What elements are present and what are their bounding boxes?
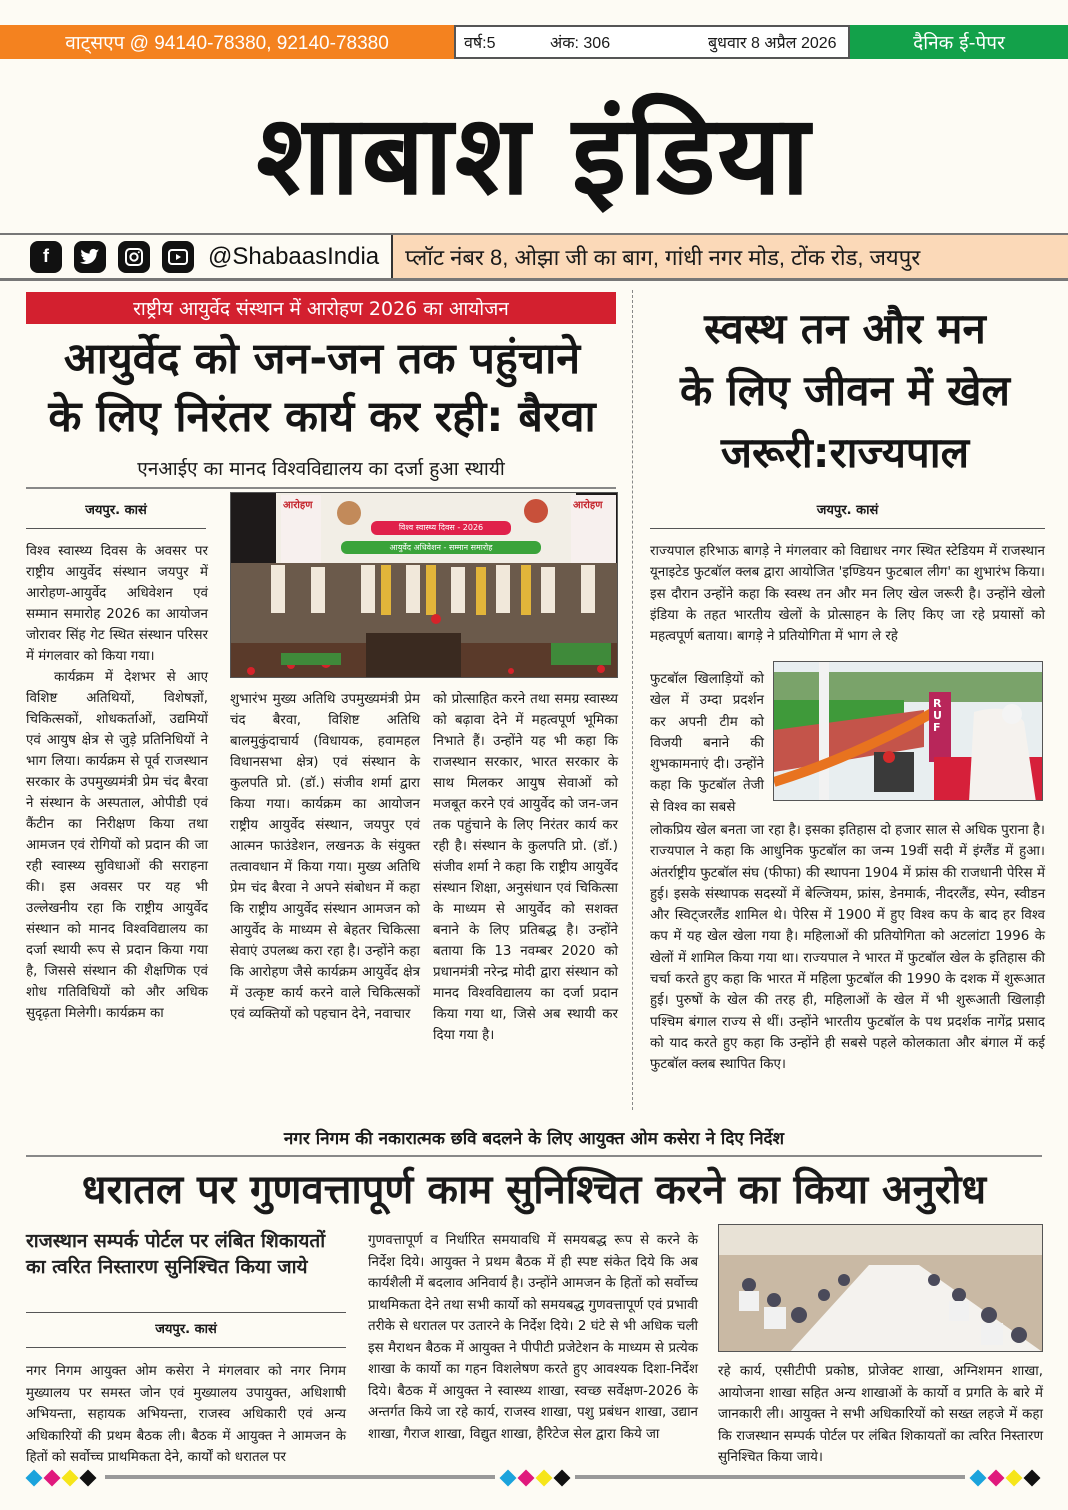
cyan-mark-icon: [500, 1470, 517, 1487]
registration-marks-center: [502, 1472, 574, 1484]
issue-info: [454, 25, 850, 59]
story1-kicker: राष्ट्रीय आयुर्वेद संस्थान में आरोहण 2026 का आयोजन: [26, 292, 616, 324]
meeting-image: [719, 1225, 1043, 1352]
story3-column-3: रहे कार्य, एसीटीपी प्रकोष्ठ, प्रोजेक्ट शाखा, अग्निशमन शाखा, आयोजना शाखा सहित अन्य शाखाओं के कार्यो व प्रगति के बारे में जानकारी ली। आयुक्त ने सभी अधिकारियों को सख्त लहजे में कहा कि राजस्थान सम्पर्क पोर्टल पर लंबित शिकायतों का त्वरित निस्तारण सुनिश्चित किया जाये।: [718, 1364, 1043, 1465]
photo-banner-text: RUF: [933, 697, 942, 734]
story2-headline-line2: के लिए जीवन में खेल: [680, 366, 1010, 415]
whatsapp-contact: वाट्सएप @ 94140-78380, 92140-78380: [0, 25, 454, 59]
divider: [26, 1347, 346, 1348]
photo-banner-right: आरोहण: [573, 500, 603, 511]
photo-title: विश्व स्वास्थ्य दिवस - 2026: [398, 523, 484, 532]
twitter-icon[interactable]: [74, 241, 106, 273]
strip-line: [575, 1475, 965, 1479]
story2-byline: जयपुर. कासं: [816, 503, 879, 518]
cyan-mark-icon: [970, 1470, 987, 1487]
newspaper-masthead: शाबाश इंडिया: [256, 91, 812, 219]
story2-top-text: राज्यपाल हरिभाऊ बागड़े ने मंगलवार को विद्याधर नगर स्थित स्टेडियम में राजस्थान यूनाइटेड फुटबॉल क्लब द्वारा आयोजित 'इण्डियन फुटबाल लीग' का शुभारंभ किया। इस दौरान उन्होंने कहा कि स्वस्थ तन और मन लिए खेल जरूरी है। उन्होंने खेलो इंडिया के तहत भारतीय खेलों के प्रोत्साहन के लिए किए जा रहे प्रयासों को महत्वपूर्ण बताया। बागड़े ने प्रतियोगिता में भाग ले रहे: [650, 544, 1045, 645]
story1-photo: [230, 492, 618, 678]
stadium-image: [774, 662, 1043, 801]
story2-headline: [640, 298, 1050, 484]
magenta-mark-icon: [988, 1470, 1005, 1487]
story1-col1-para1: विश्व स्वास्थ्य दिवस के अवसर पर राष्ट्रीय आयुर्वेद संस्थान जयपुर में आरोहण-आयुर्वेद अधिवेशन एवं सम्मान समारोह 2026 का आयोजन जोरावर सिंह गेट स्थित संस्थान परिसर में मंगलवार को किया गया।: [26, 544, 208, 664]
black-mark-icon: [554, 1470, 571, 1487]
yellow-mark-icon: [1006, 1470, 1023, 1487]
youtube-icon[interactable]: [162, 241, 194, 273]
registration-marks-right: [972, 1472, 1044, 1484]
facebook-icon[interactable]: f: [30, 241, 62, 273]
story3-kicker: नगर निगम की नकारात्मक छवि बदलने के लिए आयुक्त ओम कसेरा ने दिए निर्देश: [283, 1129, 785, 1149]
story1-column-3: को प्रोत्साहित करने तथा समग्र स्वास्थ्य को बढ़ावा देने में महत्वपूर्ण भूमिका निभाते हैं। उन्होंने यह भी कहा कि राजस्थान सरकार, भारत सरकार के साथ मिलकर आयुष सेवाओं को मजबूत करने एवं आयुर्वेद को जन-जन तक पहुंचाने के लिए निरंतर कार्य कर रही है। संस्थान के कुलपति प्रो. (डॉ.) संजीव शर्मा ने कहा कि राष्ट्रीय आयुर्वेद संस्थान शिक्षा, अनुसंधान एवं चिकित्सा के माध्यम से आयुर्वेद को सशक्त बनाने के लिए प्रतिबद्ध है। उन्होंने बताया कि 13 नवम्बर 2020 को प्रधानमंत्री नरेन्द्र मोदी द्वारा संस्थान को मानद विश्वविद्यालय का दर्जा प्रदान किया गया था, जिसे अब स्थायी कर दिया गया है।: [433, 692, 618, 1043]
divider: [26, 1312, 346, 1313]
story2-headline-line3: जरूरी:राज्यपाल: [720, 428, 970, 477]
social-bar: [0, 233, 1068, 281]
story1-column-1: [26, 541, 208, 1024]
yellow-mark-icon: [62, 1470, 79, 1487]
story1-headline: [22, 330, 622, 446]
story3-headline: धरातल पर गुणवत्तापूर्ण काम सुनिश्चित करने का किया अनुरोध: [81, 1167, 987, 1213]
strip-line: [105, 1475, 495, 1479]
magenta-mark-icon: [518, 1470, 535, 1487]
story2-headline-line1: स्वस्थ तन और मन: [704, 304, 986, 353]
office-address: प्लॉट नंबर 8, ओझा जी का बाग, गांधी नगर मोड, टोंक रोड, जयपुर: [391, 235, 1068, 278]
photo-banner-left: आरोहण: [283, 500, 313, 511]
story3-subhead: राजस्थान सम्पर्क पोर्टल पर लंबित शिकायतों का त्वरित निस्तारण सुनिश्चित किया जाये: [26, 1230, 326, 1278]
story1-headline-line1: आयुर्वेद को जन-जन तक पहुंचाने: [63, 334, 581, 384]
column-divider: [632, 290, 633, 1110]
magenta-mark-icon: [44, 1470, 61, 1487]
ceremony-image: [231, 493, 618, 678]
story1-headline-line2: के लिए निरंतर कार्य कर रही: बैरवा: [48, 392, 596, 442]
year-label: वर्ष:5: [464, 35, 496, 52]
story2-bottom-text: लोकप्रिय खेल बनता जा रहा है। इसका इतिहास दो हजार साल से अधिक पुराना है। राज्यपाल ने कहा कि आधुनिक फुटबॉल का जन्म 19वीं सदी में इंग्लैंड में हुआ। अंतर्राष्ट्रीय फुटबॉल संघ (फीफा) की स्थापना 1904 में फ्रांस की राजधानी पेरिस में हुई। इसके संस्थापक सदस्यों में बेल्जियम, फ्रांस, डेनमार्क, नीदरलैंड, स्पेन, स्वीडन और स्विट्जरलैंड शामिल थे। पेरिस में 1900 में हुए विश्व कप के बाद हर विश्व कप में यह खेल खेला गया है। महिलाओं की प्रतियोगिता को अटलांटा 1996 के खेलों में शामिल किया गया था। राज्यपाल ने भारत में फुटबॉल खेल के इतिहास की चर्चा करते हुए कहा कि भारत में महिला फुटबॉल की 1990 के दशक में शुरूआत हुई। पुरुषों के खेल की तरह ही, महिलाओं के खेल में भी शुरूआती खिलाड़ी पश्चिम बंगाल राज्य से थीं। उन्होंने भारतीय फुटबॉल के पथ प्रदर्शक नागेंद्र प्रसाद को याद करते हुए कहा कि उन्होंने ही सबसे पहले कोलकाता और बंगाल में कई फुटबॉल क्लब स्थापित किए।: [650, 823, 1045, 1073]
black-mark-icon: [80, 1470, 97, 1487]
story3-column-2: गुणवत्तापूर्ण व निर्धारित समयावधि में समयबद्ध रूप से करने के निर्देश दिये। आयुक्त ने प्रथम बैठक में ही स्पष्ट संकेत दिये कि अब कार्यशैली में बदलाव अनिवार्य है। उन्होंने आमजन के हितों को सर्वोच्च प्राथमिकता देने तथा सभी कार्यो को समयबद्ध गुणवत्तापूर्ण एवं प्रभावी तरीके से धरातल पर उतारने के निर्देश दिये। 2 घंटे से भी अधिक चली इस मैराथन बैठक में आयुक्त ने पीपीटी प्रजेटेशन के माध्यम से प्रत्येक शाखा के कार्यो का गहन विशलेषण करते हुए आवश्यक दिशा-निर्देश दिये। बैठक में आयुक्त ने स्वास्थ्य शाखा, स्वच्छ सर्वेक्षण-2026 के अन्तर्गत किये जा रहे कार्य, राजस्व शाखा, पशु प्रबंधन शाखा, उद्यान शाखा, गैराज शाखा, विद्युत शाखा, हैरिटेज सेल द्वारा किये जा: [368, 1233, 698, 1442]
story3-byline: जयपुर. कासं: [155, 1322, 217, 1337]
instagram-icon[interactable]: [118, 241, 150, 273]
registration-marks-left: [28, 1472, 100, 1484]
story3-photo: [718, 1224, 1043, 1352]
cyan-mark-icon: [26, 1470, 43, 1487]
yellow-mark-icon: [536, 1470, 553, 1487]
divider: [26, 528, 206, 529]
top-bar: [0, 25, 1068, 59]
print-registration-strip: [0, 1470, 1068, 1484]
story1-subhead: एनआईए का मानद विश्वविद्यालय का दर्जा हुआ स्थायी: [26, 455, 616, 489]
story1-column-2: शुभारंभ मुख्य अतिथि उपमुख्यमंत्री प्रेम चंद बैरवा, विशिष्ट अतिथि बालमुकुंदाचार्य (विधायक, हवामहल विधानसभा क्षेत्र) एवं संस्थान के कुलपति प्रो. (डॉ.) संजीव शर्मा द्वारा किया गया। कार्यक्रम का आयोजन राष्ट्रीय आयुर्वेद संस्थान, जयपुर एवं आत्मन फाउंडेशन, लखनऊ के संयुक्त तत्वावधान में किया गया। मुख्य अतिथि प्रेम चंद बैरवा ने अपने संबोधन में कहा कि राष्ट्रीय आयुर्वेद संस्थान आमजन को आयुर्वेद के माध्यम से बेहतर चिकित्सा सेवाएं उपलब्ध करा रहा है। उन्होंने कहा कि आरोहण जैसे कार्यक्रम आयुर्वेद क्षेत्र में उत्कृष्ट कार्य करने वाले चिकित्सकों एवं व्यक्तियों को पहचान देने, नवाचार: [230, 692, 420, 1022]
divider: [26, 1155, 1042, 1157]
story1-col1-para2: कार्यक्रम में देशभर से आए विशिष्ट अतिथियों, विशेषज्ञों, चिकित्सकों, शोधकर्ताओं, उद्यमियों एवं आयुष क्षेत्र से जुड़े प्रतिनिधियों ने भाग लिया। कार्यक्रम से पूर्व राजस्थान सरकार के उपमुख्यमंत्री प्रेम चंद बैरवा ने संस्थान के अस्पताल, ओपीडी एवं कैंटीन का निरीक्षण किया तथा आमजन एवं रोगियों को प्रदान की जा रही स्वास्थ्य सुविधाओं की सराहना की। इस अवसर पर यह भी उल्लेखनीय रहा कि राष्ट्रीय आयुर्वेद संस्थान को मानद विश्वविद्यालय का दर्जा स्थायी रूप से प्रदान किया गया है, जिससे संस्थान की शैक्षणिक एवं शोध गतिविधियों को और अधिक सुदृढ़ता मिलेगी। कार्यक्रम का: [26, 670, 208, 1021]
story3-column-1: नगर निगम आयुक्त ओम कसेरा ने मंगलवार को नगर निगम मुख्यालय पर समस्त जोन एवं मुख्यालय उपायुक्त, अधिशाषी अभियन्ता, सहायक अभियन्ता, राजस्व अधिकारी एवं अन्य अधिकारियों की प्रथम बैठक ली। बैठक में आयुक्त ने आमजन के हितों को सर्वोच्च प्राथमिकता देने, कार्यों को धरातल पर: [26, 1364, 346, 1465]
issue-date: बुधवार 8 अप्रैल 2026: [708, 35, 837, 52]
edition-label: दैनिक ई-पेपर: [850, 25, 1068, 59]
story2-photo: [773, 661, 1043, 801]
black-mark-icon: [1024, 1470, 1041, 1487]
photo-subtitle: आयुर्वेद अधिवेशन - सम्मान समारोह: [389, 543, 493, 552]
story2-side-text: फुटबॉल खिलाड़ियों को खेल में उम्दा प्रदर्शन कर अपनी टीम को विजयी बनाने की शुभकामनाएं दी। उन्होंने कहा कि फुटबॉल तेजी से विश्व का सबसे: [650, 672, 764, 815]
social-handle[interactable]: @ShabaasIndia: [208, 242, 380, 270]
issue-number: अंक: 306: [550, 35, 611, 52]
divider: [650, 528, 1045, 529]
story1-byline: जयपुर. कासं: [85, 503, 147, 518]
